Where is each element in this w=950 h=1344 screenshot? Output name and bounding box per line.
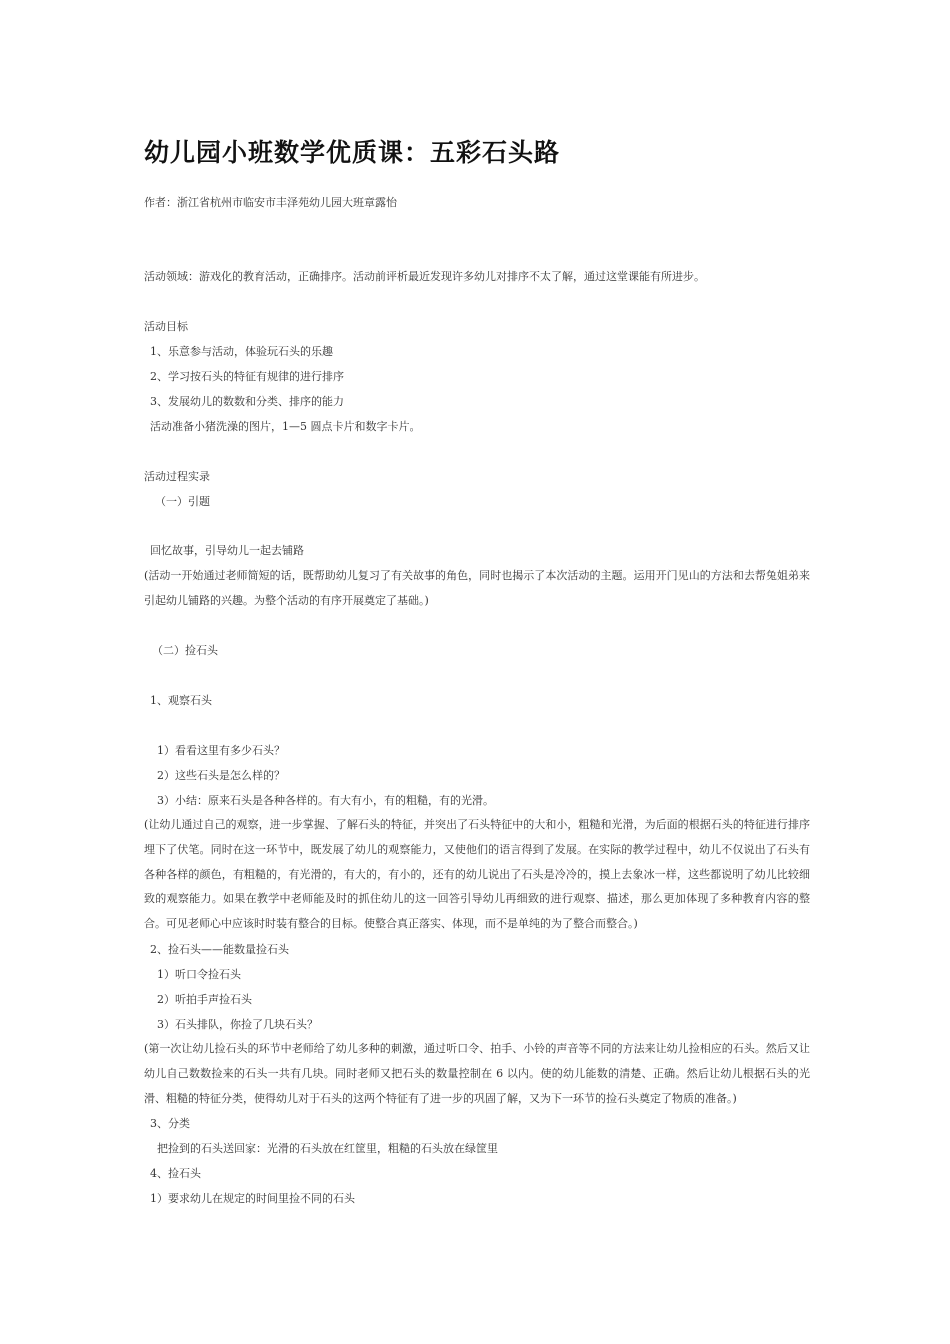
goal-item: 3、发展幼儿的数数和分类、排序的能力 xyxy=(150,395,344,408)
page-title: 幼儿园小班数学优质课：五彩石头路 xyxy=(144,138,561,167)
observe-note: (让幼儿通过自己的观察，进一步掌握、了解石头的特征，并突出了石头特征中的大和小，粗糙和光滑，为后面的根据石头的特征进行排序埋下了伏笔。同时在这一环节中，既发展了幼儿的观察能力，又使他们的语言得到了发展。在实际的教学过程中，幼儿不仅说出了石头有各种各样的颜色，有粗糙的，有光滑的，有大的，有小的，还有的幼儿说出了石头是冷冷的，摸上去象冰一样，这些都说明了幼儿比较细致的观察能力。如果在教学中老师能及时的抓住幼儿的这一回答引导幼儿再细致的进行观察、描述，那么更加体现了多种教育内容的整合。可见老师心中应该时时装有整合的目标。使整合真正落实、体现，而不是单纯的为了整合而整合。) xyxy=(144,818,810,931)
intro-text: 回忆故事，引导幼儿一起去铺路 xyxy=(150,544,304,557)
observe-item: 1）看看这里有多少石头？ xyxy=(157,744,285,757)
observe-heading: 1、观察石头 xyxy=(150,694,212,707)
goals-heading: 活动目标 xyxy=(144,320,188,333)
pick-heading: 2、捡石头——能数量捡石头 xyxy=(150,943,289,956)
intro-note: (活动一开始通过老师简短的话，既帮助幼儿复习了有关故事的角色，同时也揭示了本次活动的主题。运用开门见山的方法和去帮兔姐弟来引起幼儿铺路的兴趣。为整个活动的有序开展奠定了基础。) xyxy=(144,569,810,607)
process-heading: 活动过程实录 xyxy=(144,470,210,483)
section-heading-pick: （二）捡石头 xyxy=(152,644,218,657)
observe-item: 2）这些石头是怎么样的？ xyxy=(157,769,285,782)
pick2-item: 1）要求幼儿在规定的时间里捡不同的石头 xyxy=(150,1192,355,1205)
pick-item: 1）听口令捡石头 xyxy=(157,968,241,981)
section-heading-intro: （一）引题 xyxy=(155,495,210,508)
goal-item: 1、乐意参与活动，体验玩石头的乐趣 xyxy=(150,345,333,358)
pick-note: (第一次让幼儿捡石头的环节中老师给了幼儿多种的刺激，通过听口令、拍手、小铃的声音等不同的方法来让幼儿捡相应的石头。然后又让幼儿自己数数捡来的石头一共有几块。同时老师又把石头的数量控制在 6 以内。使的幼儿能数的清楚、正确。然后让幼儿根据石头的光滑、粗糙的特征分类，使得幼儿对于石头的这两个特征有了进一步的巩固了解，又为下一环节的捡石头奠定了物质的准备。) xyxy=(144,1042,810,1105)
pick-item: 2）听拍手声捡石头 xyxy=(157,993,252,1006)
activity-preparation: 活动准备小猪洗澡的图片，1—5 圆点卡片和数字卡片。 xyxy=(150,420,421,433)
author-line: 作者：浙江省杭州市临安市丰泽苑幼儿园大班章露怡 xyxy=(144,196,397,209)
pick-item: 3）石头排队，你捡了几块石头？ xyxy=(157,1018,318,1031)
classify-text: 把捡到的石头送回家：光滑的石头放在红筐里，粗糙的石头放在绿筐里 xyxy=(157,1142,498,1155)
pick2-heading: 4、捡石头 xyxy=(150,1167,201,1180)
observe-item: 3）小结：原来石头是各种各样的。有大有小，有的粗糙，有的光滑。 xyxy=(157,794,494,807)
activity-domain: 活动领域：游戏化的教育活动，正确排序。活动前评析最近发现许多幼儿对排序不太了解，通过这堂课能有所进步。 xyxy=(144,270,705,283)
classify-heading: 3、分类 xyxy=(150,1117,190,1130)
goal-item: 2、学习按石头的特征有规律的进行排序 xyxy=(150,370,344,383)
